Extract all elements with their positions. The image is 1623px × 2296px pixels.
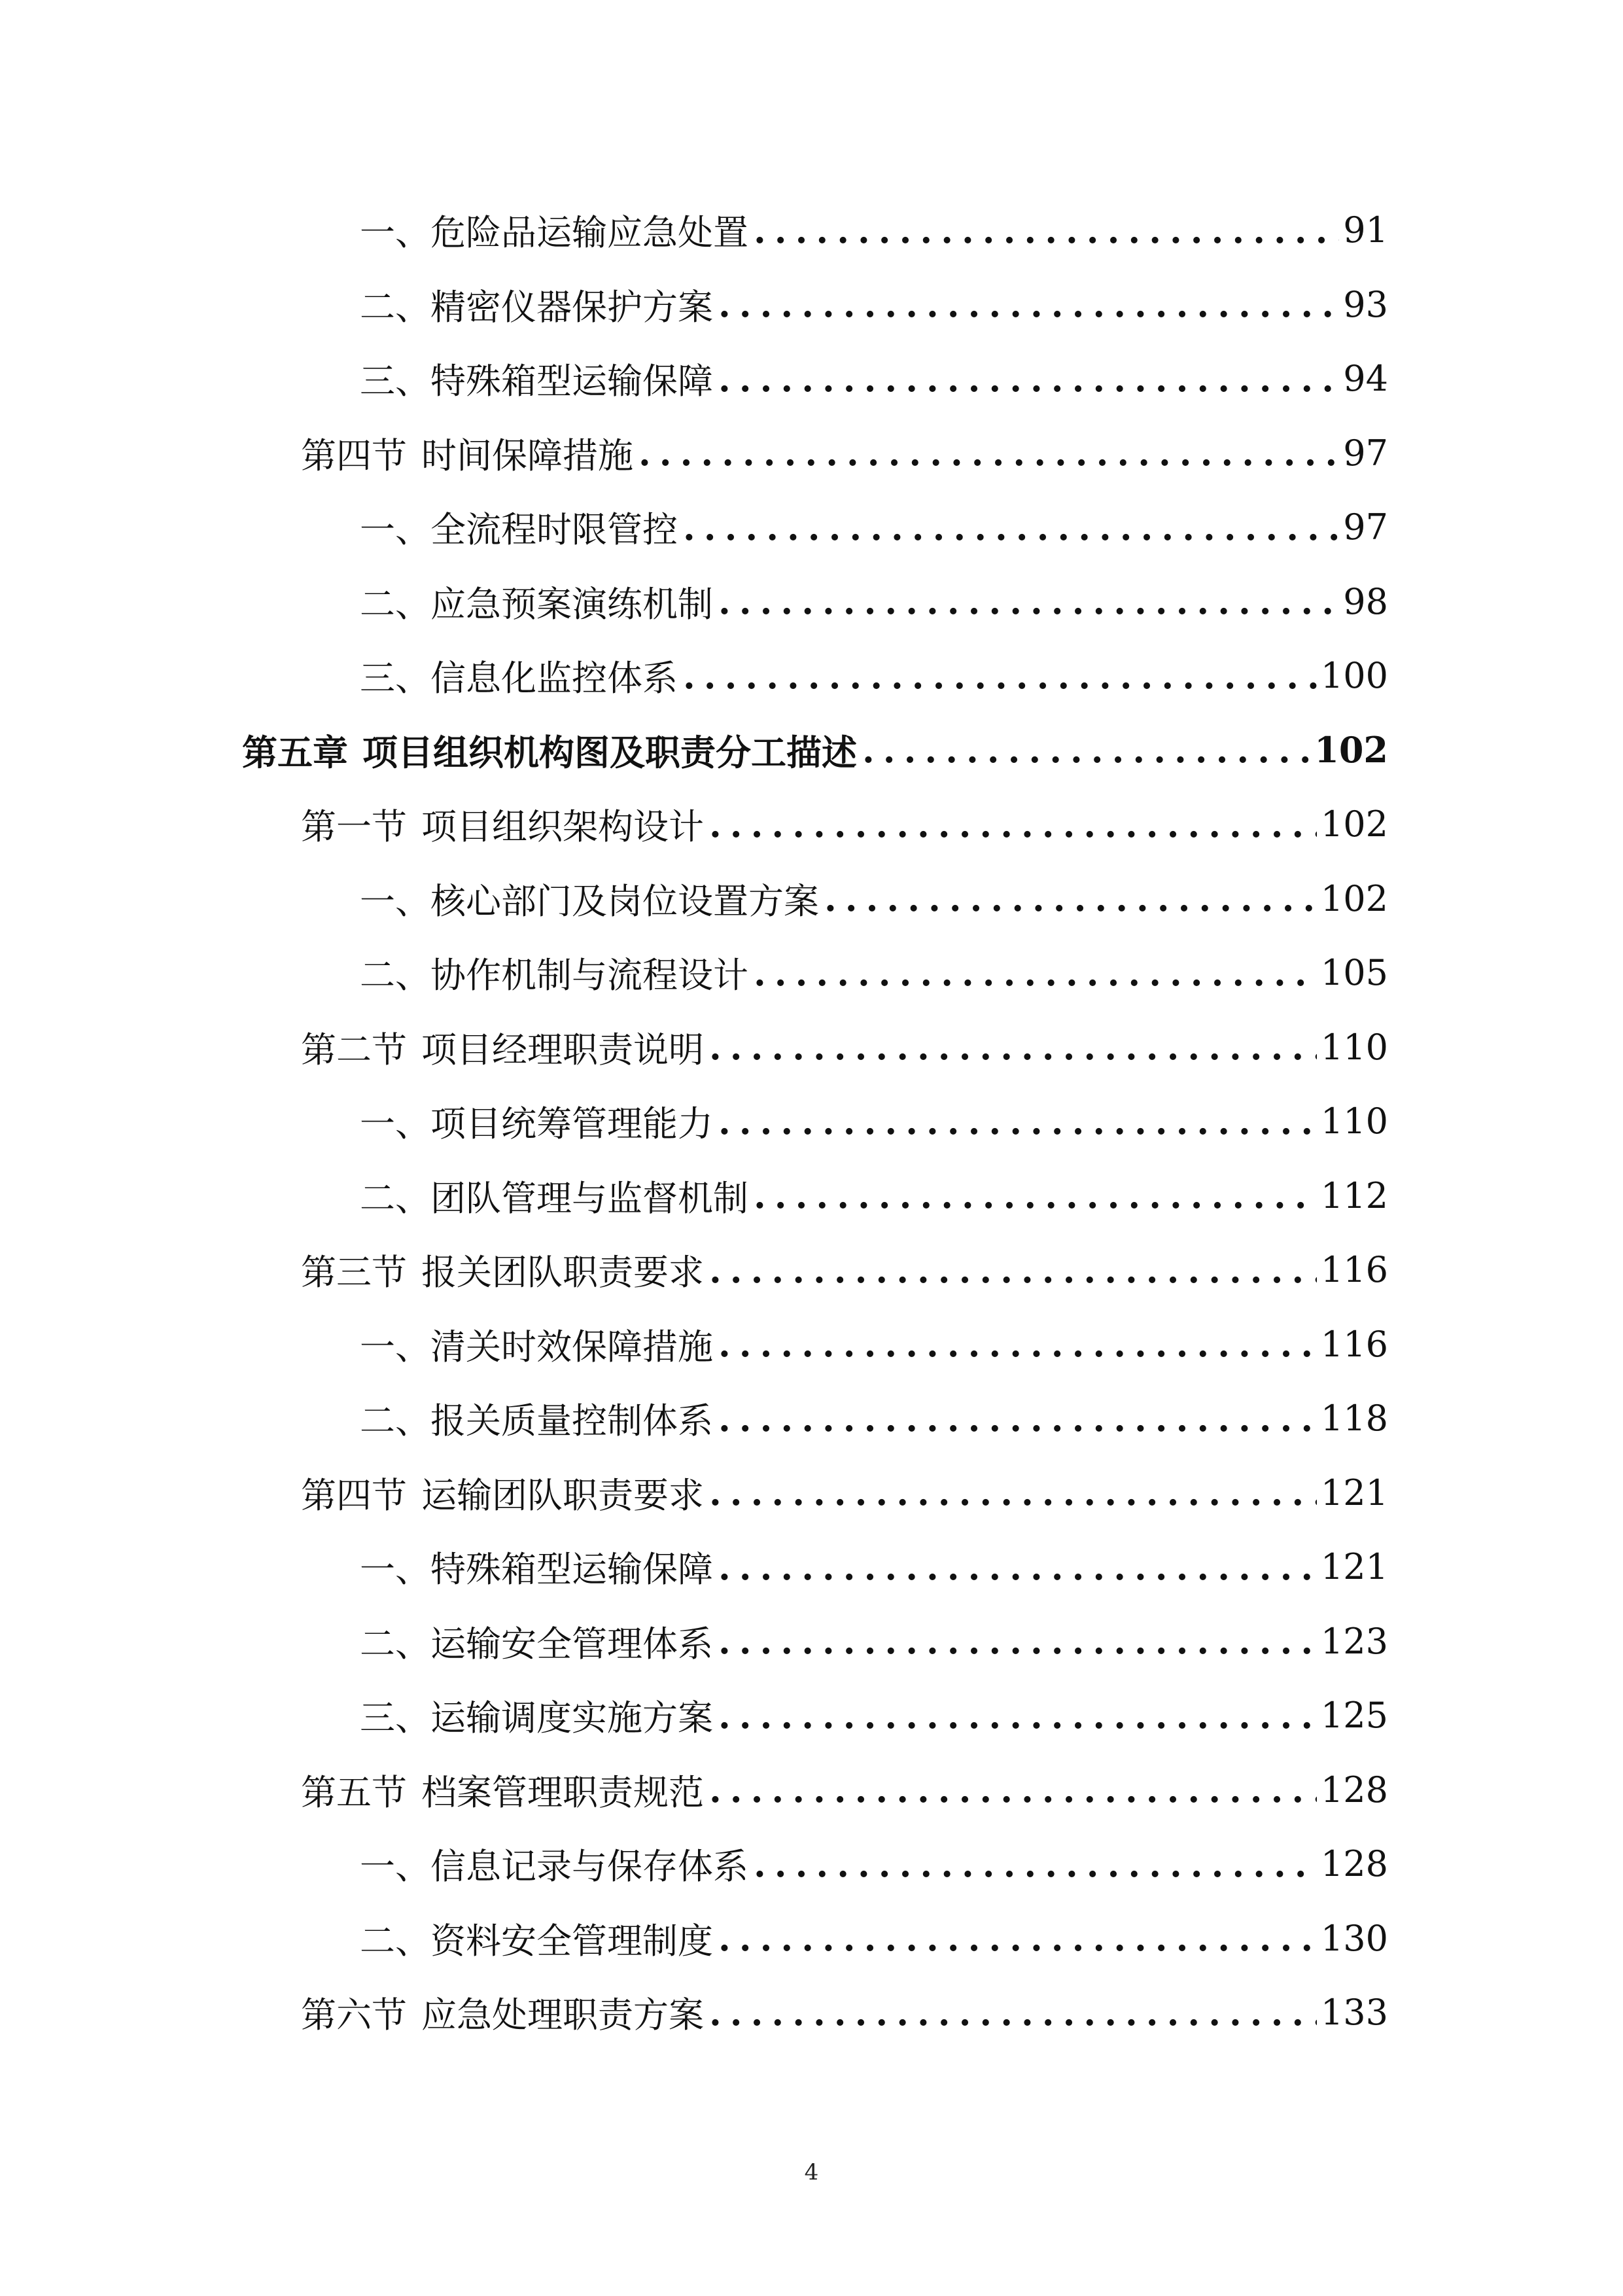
toc-entry-text: 应急处理职责方案 [421,1994,704,2036]
toc-entry-title [360,947,754,998]
toc-section-entry[interactable] [242,787,1388,862]
toc-entry-text: 清关时效保障措施 [430,1326,713,1368]
toc-dot-leader [754,1843,1317,1885]
toc-entry-page-number: 110 [1320,1026,1388,1068]
toc-dot-leader [754,209,1339,251]
toc-entry-title [242,725,862,775]
toc-subsection-entry[interactable] [242,193,1388,268]
toc-entry-prefix: 一、 [360,1846,430,1888]
toc-entry-title [301,799,709,849]
toc-entry-page-number: 91 [1343,209,1388,251]
toc-chapter-entry[interactable] [242,713,1388,788]
toc-entry-text: 全流程时限管控 [430,509,678,551]
toc-entry-text: 时间保障措施 [421,434,633,476]
toc-dot-leader [683,655,1317,697]
toc-entry-title [360,205,754,255]
toc-entry-text: 特殊箱型运输保障 [430,361,713,402]
toc-dot-leader [862,729,1310,771]
toc-entry-title [360,1690,718,1740]
toc-entry-title [360,1616,718,1667]
toc-entry-text: 特殊箱型运输保障 [430,1549,713,1591]
toc-entry-page-number: 97 [1343,432,1388,474]
toc-entry-prefix: 三、 [360,361,430,402]
toc-entry-title [301,1765,709,1815]
toc-entry-prefix: 二、 [360,1177,430,1219]
toc-subsection-entry[interactable] [242,1530,1388,1604]
toc-dot-leader [718,1695,1317,1737]
toc-dot-leader [709,1992,1317,2034]
toc-entry-text: 项目统筹管理能力 [430,1103,713,1145]
toc-entry-prefix: 一、 [360,880,430,922]
toc-entry-prefix: 二、 [360,583,430,625]
toc-subsection-entry[interactable] [242,936,1388,1010]
toc-dot-leader [718,1917,1317,1959]
toc-section-entry[interactable] [242,1753,1388,1828]
toc-dot-leader [718,580,1339,622]
toc-entry-prefix: 一、 [360,509,430,551]
toc-section-entry[interactable] [242,1233,1388,1307]
toc-dot-leader [754,952,1317,994]
toc-entry-prefix: 一、 [360,1326,430,1368]
toc-entry-text: 报关质量控制体系 [430,1400,713,1442]
toc-entry-prefix: 三、 [360,1697,430,1739]
toc-entry-prefix: 第二节 [301,1029,407,1070]
toc-dot-leader [718,358,1339,400]
toc-entry-page-number: 112 [1320,1174,1388,1216]
toc-subsection-entry[interactable] [242,1678,1388,1753]
toc-entry-title [301,1468,709,1518]
toc-dot-leader [718,1620,1317,1662]
toc-entry-prefix: 第三节 [301,1252,407,1294]
toc-dot-leader [709,804,1317,845]
toc-entry-page-number: 100 [1320,655,1388,697]
toc-entry-title [360,1393,718,1443]
toc-entry-prefix: 第五章 [242,731,348,773]
toc-entry-title [360,279,718,330]
toc-entry-title [360,874,824,924]
toc-entry-page-number: 94 [1343,358,1388,400]
toc-subsection-entry[interactable] [242,1159,1388,1233]
toc-entry-prefix: 一、 [360,212,430,254]
toc-subsection-entry[interactable] [242,1604,1388,1679]
toc-entry-prefix: 第六节 [301,1994,407,2036]
toc-entry-title [301,1022,709,1072]
toc-entry-title [301,1987,709,2038]
toc-dot-leader [754,1174,1317,1216]
toc-entry-page-number: 118 [1320,1398,1388,1439]
toc-subsection-entry[interactable] [242,1381,1388,1456]
toc-dot-leader [709,1769,1317,1810]
toc-dot-leader [718,1323,1317,1365]
toc-dot-leader [718,1546,1317,1588]
toc-entry-prefix: 第一节 [301,806,407,848]
page-number: 4 [804,2159,819,2185]
toc-entry-prefix: 一、 [360,1103,430,1145]
toc-entry-text: 信息化监控体系 [430,658,678,699]
toc-entry-title [360,1319,718,1369]
toc-entry-page-number: 116 [1320,1323,1388,1365]
toc-entry-page-number: 97 [1343,506,1388,548]
toc-dot-leader [718,1101,1317,1142]
toc-entry-prefix: 二、 [360,955,430,997]
toc-subsection-entry[interactable] [242,862,1388,936]
toc-dot-leader [709,1249,1317,1291]
toc-dot-leader [824,877,1317,919]
toc-entry-text: 项目组织架构设计 [421,806,704,848]
toc-dot-leader [709,1026,1317,1068]
toc-entry-page-number: 102 [1320,877,1388,919]
toc-entry-page-number: 93 [1343,283,1388,325]
toc-section-entry[interactable] [242,1975,1388,2050]
toc-entry-text: 信息记录与保存体系 [430,1846,748,1888]
toc-entry-page-number: 98 [1343,580,1388,622]
toc-entry-text: 核心部门及岗位设置方案 [430,880,819,922]
toc-entry-prefix: 第四节 [301,1474,407,1516]
toc-entry-text: 运输团队职责要求 [421,1474,704,1516]
toc-entry-text: 应急预案演练机制 [430,583,713,625]
toc-subsection-entry[interactable] [242,342,1388,416]
toc-entry-text: 危险品运输应急处置 [430,212,748,254]
toc-entry-text: 运输调度实施方案 [430,1697,713,1739]
toc-entry-page-number: 125 [1320,1695,1388,1737]
toc-subsection-entry[interactable] [242,1084,1388,1159]
toc-entry-title [360,1839,754,1889]
toc-entry-text: 报关团队职责要求 [421,1252,704,1294]
toc-entry-page-number: 128 [1320,1769,1388,1810]
toc-entry-title [360,1542,718,1592]
toc-entry-page-number: 116 [1320,1249,1388,1291]
toc-section-entry[interactable] [242,1010,1388,1085]
toc-subsection-entry[interactable] [242,268,1388,342]
toc-entry-page-number: 128 [1320,1843,1388,1885]
toc-entry-page-number: 102 [1314,729,1388,771]
toc-entry-page-number: 121 [1320,1546,1388,1588]
toc-entry-page-number: 105 [1320,952,1388,994]
toc-entry-prefix: 第五节 [301,1771,407,1813]
toc-section-entry[interactable] [242,416,1388,491]
toc-subsection-entry[interactable] [242,1901,1388,1976]
toc-entry-prefix: 二、 [360,1400,430,1442]
toc-entry-title [301,1245,709,1295]
toc-dot-leader [638,432,1339,474]
toc-dot-leader [718,283,1339,325]
toc-entry-title [360,502,683,552]
toc-entry-prefix: 二、 [360,1920,430,1962]
toc-entry-prefix: 第四节 [301,434,407,476]
toc-entry-prefix: 一、 [360,1549,430,1591]
table-of-contents [242,193,1388,2050]
toc-entry-text: 资料安全管理制度 [430,1920,713,1962]
toc-entry-page-number: 133 [1320,1992,1388,2034]
toc-entry-title [360,650,683,701]
toc-entry-text: 精密仪器保护方案 [430,286,713,328]
toc-dot-leader [683,506,1339,548]
toc-subsection-entry[interactable] [242,490,1388,565]
toc-entry-text: 档案管理职责规范 [421,1771,704,1813]
toc-subsection-entry[interactable] [242,1827,1388,1901]
toc-entry-title [360,576,718,627]
toc-dot-leader [718,1398,1317,1439]
toc-subsection-entry[interactable] [242,565,1388,639]
toc-entry-text: 协作机制与流程设计 [430,955,748,997]
toc-section-entry[interactable] [242,1456,1388,1530]
toc-entry-page-number: 121 [1320,1472,1388,1513]
toc-entry-text: 项目经理职责说明 [421,1029,704,1070]
toc-entry-prefix: 三、 [360,658,430,699]
toc-entry-page-number: 102 [1320,804,1388,845]
toc-entry-page-number: 123 [1320,1620,1388,1662]
toc-entry-title [360,353,718,404]
toc-entry-text: 运输安全管理体系 [430,1623,713,1665]
toc-entry-text: 团队管理与监督机制 [430,1177,748,1219]
toc-entry-text: 项目组织机构图及职责分工描述 [362,731,857,773]
toc-entry-title [360,1096,718,1146]
toc-entry-title [360,1913,718,1964]
toc-entry-page-number: 110 [1320,1101,1388,1142]
toc-entry-page-number: 130 [1320,1917,1388,1959]
toc-dot-leader [709,1472,1317,1513]
toc-subsection-entry[interactable] [242,1307,1388,1382]
toc-entry-prefix: 二、 [360,286,430,328]
toc-entry-title [301,428,638,478]
toc-entry-prefix: 二、 [360,1623,430,1665]
toc-entry-title [360,1171,754,1221]
toc-subsection-entry[interactable] [242,639,1388,713]
